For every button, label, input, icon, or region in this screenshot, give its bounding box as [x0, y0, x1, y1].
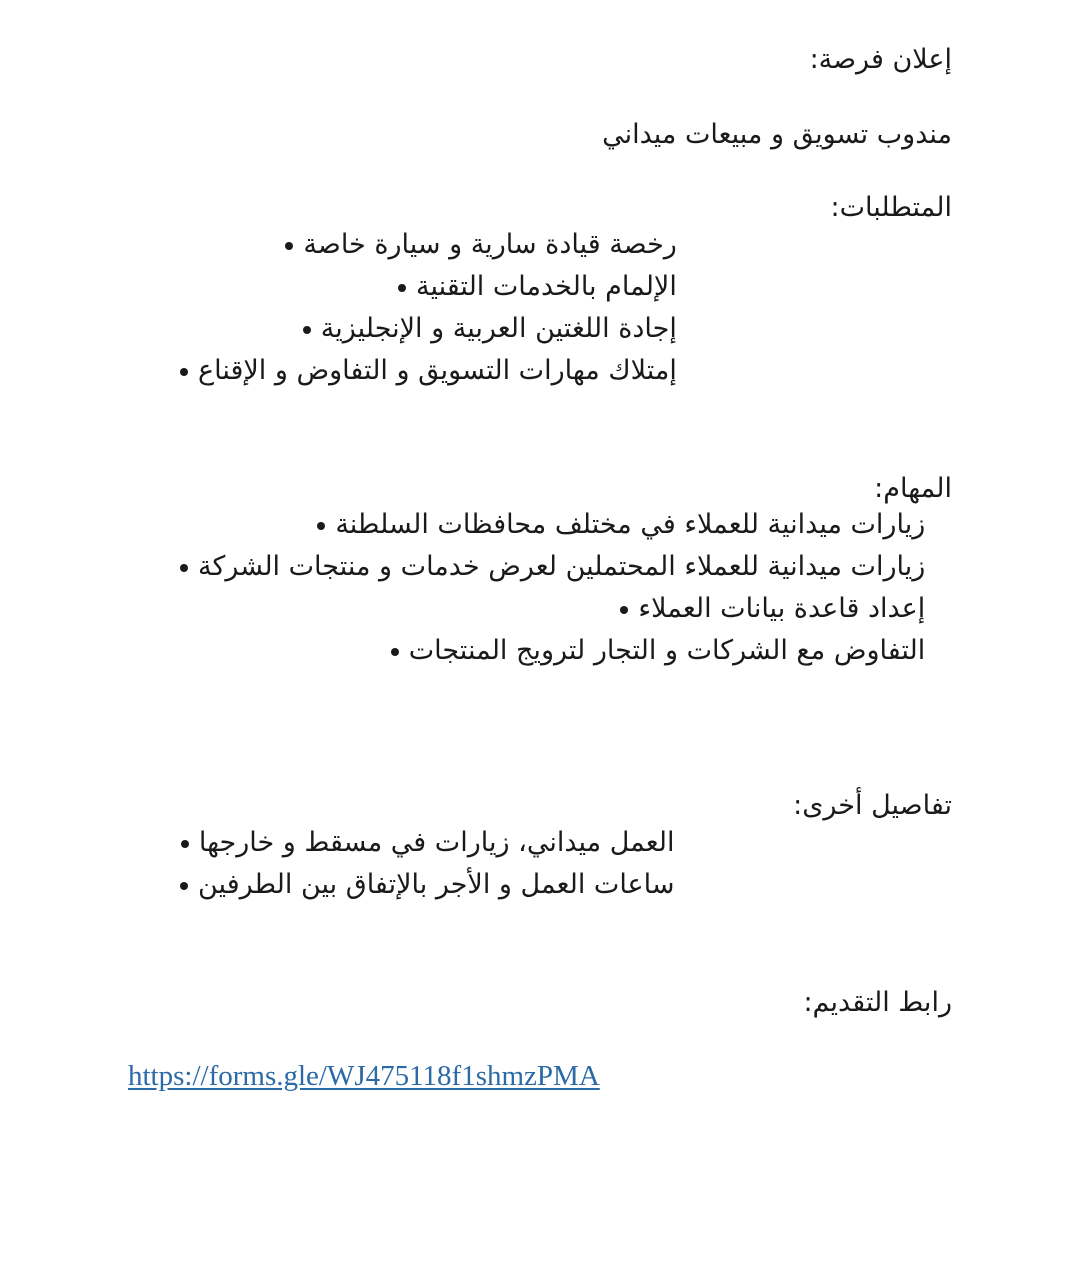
tasks-heading: المهام:: [874, 473, 952, 504]
other-details-heading: تفاصيل أخرى:: [793, 790, 952, 821]
requirement-text: رخصة قيادة سارية و سيارة خاصة: [303, 229, 677, 260]
detail-text: العمل ميداني، زيارات في مسقط و خارجها: [198, 827, 675, 858]
bullet-icon: [317, 522, 325, 530]
list-item: [180, 504, 925, 546]
list-item: [180, 266, 677, 308]
bullet-icon: [303, 326, 311, 334]
task-text: زيارات ميدانية للعملاء في مختلف محافظات السلطنة: [335, 509, 926, 540]
list-item: [180, 350, 677, 392]
bullet-icon: [391, 648, 399, 656]
application-link[interactable]: https://forms.gle/WJ475118f1shmzPMA: [128, 1060, 600, 1092]
announcement-heading: إعلان فرصة:: [809, 44, 952, 75]
tasks-list: [180, 504, 925, 672]
requirements-list: [180, 224, 677, 392]
requirement-text: الإلمام بالخدمات التقنية: [416, 271, 677, 302]
task-text: إعداد قاعدة بيانات العملاء: [638, 593, 926, 624]
list-item: [180, 546, 925, 588]
task-text: زيارات ميدانية للعملاء المحتملين لعرض خدمات و منتجات الشركة: [198, 551, 926, 582]
job-title: مندوب تسويق و مبيعات ميداني: [602, 119, 952, 150]
bullet-icon: [398, 284, 406, 292]
list-item: [180, 224, 677, 266]
list-item: [180, 630, 925, 672]
bullet-icon: [180, 564, 188, 572]
requirement-text: إمتلاك مهارات التسويق و التفاوض و الإقناع: [198, 355, 677, 386]
bullet-icon: [180, 368, 188, 376]
detail-text: ساعات العمل و الأجر بالإتفاق بين الطرفين: [198, 869, 675, 900]
requirements-heading: المتطلبات:: [830, 192, 952, 223]
apply-heading: رابط التقديم:: [803, 987, 952, 1018]
bullet-icon: [181, 840, 189, 848]
other-details-list: [180, 822, 675, 906]
bullet-icon: [180, 882, 188, 890]
bullet-icon: [285, 242, 293, 250]
list-item: [180, 308, 677, 350]
requirement-text: إجادة اللغتين العربية و الإنجليزية: [320, 313, 677, 344]
list-item: [180, 864, 675, 906]
bullet-icon: [620, 606, 628, 614]
list-item: [180, 822, 675, 864]
task-text: التفاوض مع الشركات و التجار لترويج المنتجات: [408, 635, 926, 666]
list-item: [180, 588, 925, 630]
